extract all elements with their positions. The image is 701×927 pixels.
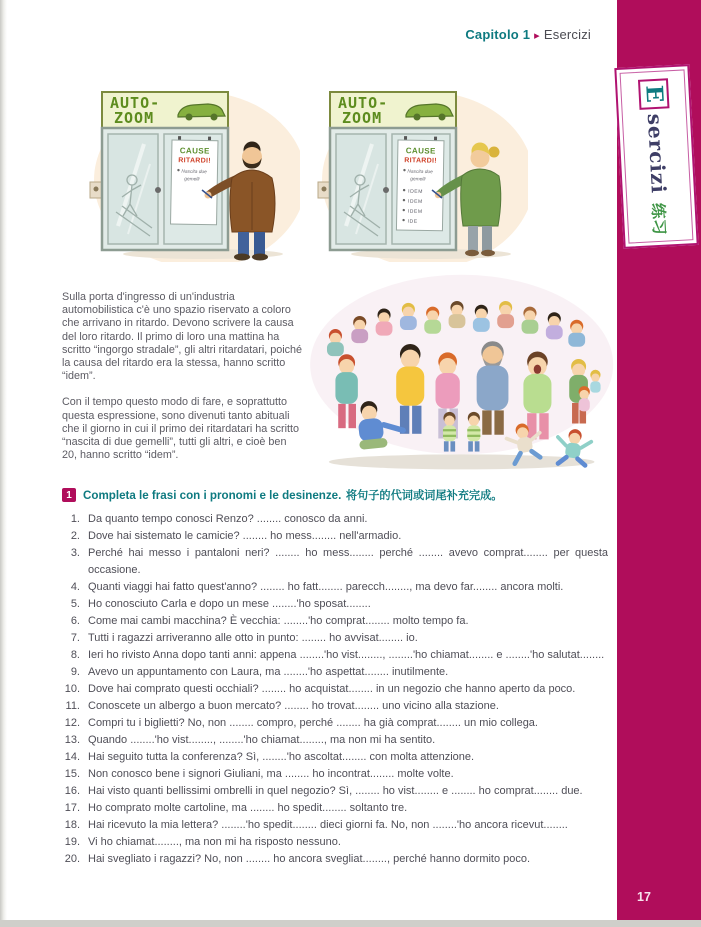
comic-panel-woman (316, 84, 528, 262)
exercise-item-text: Hai visto quanti bellissimi ombrelli in quel negozio? Sì, ........ ho vist........ e ........ ho comprat........ due. (88, 785, 583, 797)
shop-sign (330, 92, 456, 128)
exercise-item-text: Quanti viaggi hai fatto quest'anno? ........ ho fatt........ parecch........, ma devo far........ ancora molti. (88, 581, 564, 593)
notice-title-1: CAUSE (179, 146, 210, 156)
exercise-item-number: 11. (65, 700, 80, 712)
exercise-item (62, 715, 608, 732)
page-edge-left (0, 0, 7, 920)
exercise-item-text: Ho conosciuto Carla e dopo un mese ........'ho sposat........ (88, 598, 371, 610)
exercise-item (62, 766, 608, 783)
notice-idem-2: IDEM (407, 198, 423, 205)
notice-note-1: Nascita due (181, 169, 207, 176)
notice-idem-1: IDEM (408, 188, 424, 195)
chapter-label: Capitolo 1 (465, 27, 531, 42)
exercise-item (62, 545, 608, 579)
tab-initial: E (637, 78, 669, 109)
exercise-item (62, 851, 608, 868)
shop-sign-text-1: AUTO- (110, 94, 161, 112)
exercise-item-number: 19. (64, 836, 80, 848)
exercise-item (62, 511, 608, 528)
exercise-item-number: 9. (70, 666, 80, 678)
arrow-icon: ▸ (534, 30, 540, 42)
shop-sign-text-2: ZOOM (342, 109, 383, 127)
exercise-item (62, 749, 608, 766)
tab-rest: sercizi (642, 112, 671, 194)
exercise-item (62, 783, 608, 800)
section-tab-label (617, 67, 696, 246)
exercise-item-number: 4. (70, 581, 80, 593)
exercise-number-badge: 1 (62, 488, 76, 502)
exercise-item (62, 596, 608, 613)
exercise-item-text: Dove hai sistemato le camicie? ........ ho mess........ nell'armadio. (88, 530, 402, 542)
exercise-item-number: 20. (64, 853, 80, 865)
exercise-item-text: Quando ........'ho vist........, ........'ho chiamat........, ma non mi ha sentito. (88, 734, 436, 746)
exercise-item (62, 579, 608, 596)
exercise-item-number: 12. (64, 717, 80, 729)
notice-title-2: RITARDI! (178, 157, 212, 165)
page-number: 17 (637, 890, 651, 904)
exercise-instruction-italian: Completa le frasi con i pronomi e le desinenze. (83, 489, 342, 502)
exercise-item-text: Hai svegliato i ragazzi? No, non ........ ho ancora svegliat........, perché hanno dormito poco. (88, 853, 531, 865)
notice-note-2: gemelli (184, 177, 200, 183)
exercise-item (62, 732, 608, 749)
exercise-item-number: 7. (70, 632, 80, 644)
tab-chinese: 练习 (648, 201, 670, 235)
exercise-item (62, 681, 608, 698)
exercise-item-number: 13. (64, 734, 80, 746)
exercise-instruction-chinese: 将句子的代词或词尾补充完成。 (345, 490, 503, 502)
exercise-item (62, 647, 608, 664)
section-tab (614, 64, 698, 249)
notice-sign (171, 136, 219, 225)
exercise-item-text: Perché hai messo i pantaloni neri? ........ ho mess........ perché ........ avevo comprat........ per questa occasione. (88, 547, 608, 576)
notice-idem-3: IDEM (407, 208, 423, 215)
exercise-item (62, 698, 608, 715)
exercise-item-number: 1. (70, 513, 80, 525)
exercise-list (62, 511, 608, 868)
shop-sign (102, 92, 228, 128)
exercise-item-text: Hai seguito tutta la conferenza? Sì, ........'ho ascoltat........ con molta attenzione. (88, 751, 475, 763)
door-handle (155, 187, 161, 193)
comic-strip (88, 84, 528, 262)
shop-sign-text-1: AUTO- (338, 94, 389, 112)
notice-note-1: Nascita due (407, 169, 433, 176)
breadcrumb (465, 27, 591, 42)
exercise-item-number: 3. (70, 547, 80, 559)
exercise-header (62, 486, 608, 504)
crowd-svg (298, 263, 616, 483)
side-band (617, 0, 701, 920)
notice-note-2: gemelli (410, 177, 426, 183)
exercise-item-number: 14. (64, 751, 80, 763)
exercise-item-text: Avevo un appuntamento con Laura, ma ........'ho aspettat........ inutilmente. (88, 666, 449, 678)
notice-title-1: CAUSE (405, 146, 436, 156)
exercise-item-text: Ho comprato molte cartoline, ma ........ ho spedit........ soltanto tre. (88, 802, 408, 814)
exercise-item-text: Ieri ho rivisto Anna dopo tanti anni: appena ........'ho vist........, ........'ho chiamat........ e ........'ho salutat........ (88, 649, 605, 661)
intro-text (62, 291, 304, 475)
exercise-item-number: 6. (70, 615, 80, 627)
exercise-item-number: 8. (70, 649, 80, 661)
exercise-item (62, 834, 608, 851)
exercise-item (62, 800, 608, 817)
intro-paragraph-1: Sulla porta d'ingresso di un'industria automobilistica c'è uno spazio riservato a coloro che arrivano in ritardo. Devono scrivere la causa del loro ritardo. Il primo di loro una mattina ha scritto “ingorgo stradale”, gli altri ritardatari, poiché la causa del ritardo era la stessa, hanno scritto “idem”. (62, 291, 303, 383)
exercise-item-text: Non conosco bene i signori Giuliani, ma ........ ho incontrat........ molte volte. (88, 768, 454, 780)
exercise-item-text: Vi ho chiamat........, ma non mi ha risposto nessuno. (88, 836, 341, 848)
exercise-block (62, 486, 608, 868)
notice-sign (396, 136, 444, 231)
section-label: Esercizi (543, 27, 591, 42)
exercise-item-number: 18. (64, 819, 80, 831)
exercise-item (62, 817, 608, 834)
exercise-item-number: 10. (64, 683, 80, 695)
exercise-item-text: Compri tu i biglietti? No, non ........ compro, perché ........ ha già comprat........ un mio collega. (88, 717, 538, 729)
exercise-item-text: Tutti i ragazzi arriveranno alle otto in punto: ........ ho avvisat........ io. (88, 632, 418, 644)
exercise-item-text: Dove hai comprato questi occhiali? ........ ho acquistat........ in un negozio che hanno aperto da poco. (88, 683, 576, 695)
exercise-item-number: 2. (70, 530, 80, 542)
exercise-item-text: Hai ricevuto la mia lettera? ........'ho spedit........ dieci giorni fa. No, non ........'ho ancora ricevut........ (88, 819, 568, 831)
exercise-item-number: 17. (64, 802, 80, 814)
comic-panel-man (88, 84, 300, 262)
page-edge-bottom (0, 920, 701, 927)
exercise-item (62, 664, 608, 681)
exercise-item (62, 630, 608, 647)
notice-title-2: RITARDI! (404, 157, 438, 165)
exercise-item-number: 16. (64, 785, 80, 797)
exercise-item-number: 5. (70, 598, 80, 610)
exercise-item (62, 528, 608, 545)
shop-sign-text-2: ZOOM (114, 109, 155, 127)
door-handle (383, 187, 389, 193)
crowd-illustration (298, 263, 616, 483)
exercise-item-text: Come mai cambi macchina? È vecchia: ........'ho comprat........ molto tempo fa. (88, 615, 469, 627)
exercise-item (62, 613, 608, 630)
intro-paragraph-2: Con il tempo questo modo di fare, e soprattutto questa espressione, sono divenuti tanto abituali che il giorno in cui il primo dei ritardatari ha scritto “nascita di due gemelli”, tutti gli altri, e cioè ben 20, hanno scritto “idem”. (62, 396, 300, 462)
exercise-item-text: Da quanto tempo conosci Renzo? ........ conosco da anni. (88, 513, 368, 525)
exercise-item-text: Conoscete un albergo a buon mercato? ........ ho trovat........ uno vicino alla stazione. (88, 700, 499, 712)
exercise-item-number: 15. (64, 768, 80, 780)
notice-idem-4: IDE (407, 218, 418, 225)
